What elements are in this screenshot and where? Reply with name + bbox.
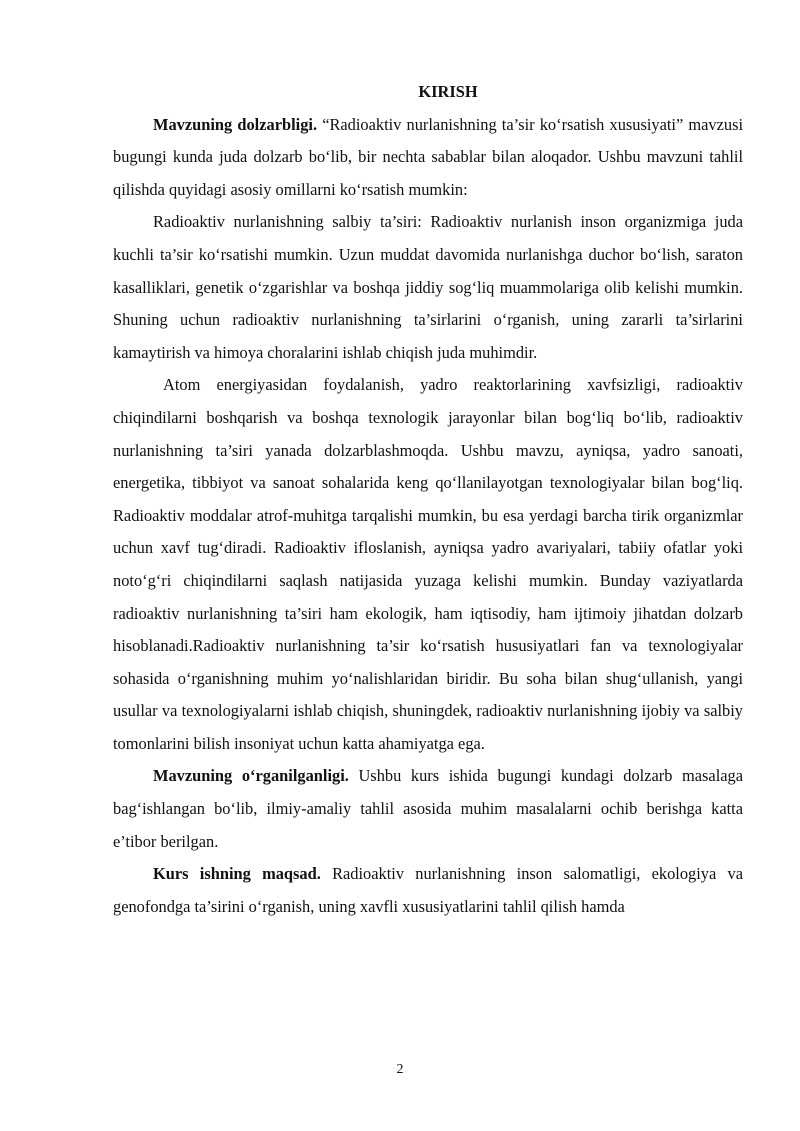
paragraph-atomic-energy: [113, 369, 743, 760]
paragraph-goal: [113, 858, 743, 923]
paragraph-heading: Kurs ishning maqsad.: [153, 864, 321, 884]
paragraph-relevance: [113, 109, 743, 207]
paragraph-heading: Mavzuning o‘rganilganligi.: [153, 766, 349, 786]
section-title: KIRISH: [418, 82, 478, 101]
paragraph-study-level: [113, 760, 743, 858]
paragraph-text: “Radioaktiv nurlanishning ta’sir ko‘rsatish xususiyati” mavzusi bugungi kunda juda dolzarb bo‘lib, bir nechta sabablar bilan aloqador. Ushbu mavzuni tahlil qilishda quyidagi asosiy omillarni ko‘rsatish mumkin:: [113, 114, 744, 199]
paragraph-text: Radioaktiv nurlanishning inson salomatligi, ekologiya va genofondga ta’sirini o‘rganish, uning xavfli xususiyatlarini tahlil qilish hamda: [113, 864, 743, 916]
paragraph-text: Atom energiyasidan foydalanish, yadro reaktorlarining xavfsizligi, radioaktiv chiqindilarni boshqarish va boshqa texnologik jarayonlar bilan bog‘liq bo‘lib, radioaktiv nurlanishning ta’siri yanada dolzarblashmoqda. Ushbu mavzu, ayniqsa, yadro sanoati, energetika, tibbiyot va sanoat sohalarida keng qo‘llanilayotgan texnologiyalar bilan bog‘liq. Radioaktiv moddalar atrof-muhitga tarqalishi mumkin, bu esa yerdagi barcha tirik organizmlar uchun xavf tug‘diradi. Radioaktiv ifloslanish, ayniqsa yadro avariyalari, tabiiy ofatlar yoki noto‘g‘ri chiqindilarni saqlash natijasida yuzaga kelishi mumkin. Bunday vaziyatlarda radioaktiv nurlanishning ta’siri ham ekologik, ham iqtisodiy, ham ijtimoiy jihatdan dolzarb hisoblanadi.Radioaktiv nurlanishning ta’sir ko‘rsatish hususiyatlari fan va texnologiyalar sohasida o‘rganishning muhim yo‘nalishlaridan biridir. Bu soha bilan shug‘ullanish, yangi usullar va texnologiyalarni ishlab chiqish, shuningdek, radioaktiv nurlanishning ijobiy va salbiy tomonlarini bilish insoniyat uchun katta ahamiyatga ega.: [113, 375, 743, 753]
paragraph-text: Radioaktiv nurlanishning salbiy ta’siri: Radioaktiv nurlanish inson organizmiga juda kuchli ta’sir ko‘rsatishi mumkin. Uzun muddat davomida nurlanishga duchor bo‘lish, saraton kasalliklari, genetik o‘zgarishlar va boshqa jiddiy sog‘liq muammolariga olib kelishi mumkin. Shuning uchun radioaktiv nurlanishning ta’sirlarini o‘rganish, uning zararli ta’sirlarini kamaytirish va himoya choralarini ishlab chiqish juda muhimdir.: [113, 212, 743, 362]
page-number: 2: [396, 1062, 404, 1077]
paragraph-heading: Mavzuning dolzarbligi.: [153, 114, 318, 134]
paragraph-negative-effects: [113, 206, 743, 369]
page-content: [113, 76, 743, 923]
paragraph-text: Ushbu kurs ishida bugungi kundagi dolzarb masalaga bag‘ishlangan bo‘lib, ilmiy-amaliy tahlil asosida muhim masalalarni ochib berishga katta e’tibor berilgan.: [113, 766, 743, 851]
